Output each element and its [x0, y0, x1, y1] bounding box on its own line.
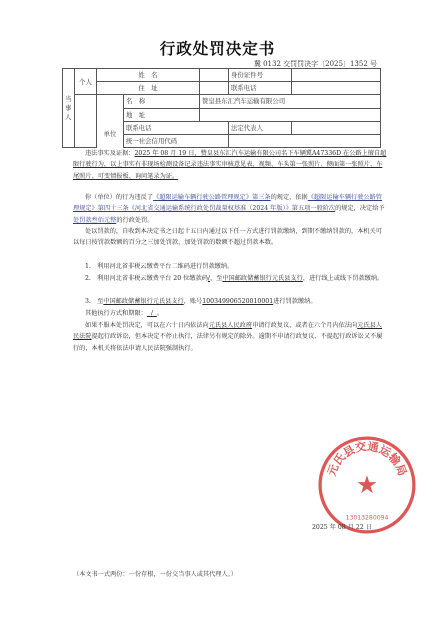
conduct-paragraph: 你（单位）的行为违反了《超限运输车辆行驶公路管理规定》第三条的规定，依据《超限运输车辆行驶公路管理规定》第四十三条《河北省交通运输系统行政处罚裁量权基准（2024 年版）》第五项一般阶次的规定，决定给予处罚款叁佰元整的行政处罚。: [73, 194, 385, 224]
official-seal: [316, 434, 418, 536]
document-title: 行政处罚决定书: [159, 39, 276, 58]
individual-name-label: 姓 名: [97, 69, 200, 82]
individual-label: 个人: [75, 69, 97, 95]
seal-text: 元氏县交通运输局: [325, 440, 409, 478]
penalty-value: 处罚款叁佰元整: [73, 216, 117, 224]
seal-code: 13013280094: [345, 514, 389, 522]
individual-id-label: 身份证件号: [229, 69, 292, 82]
party-section-label: 当事人: [63, 69, 75, 148]
individual-phone-label: 联系电话: [229, 82, 292, 95]
unit-legal-rep-label: 法定代表人: [229, 121, 292, 134]
seal-star: ★: [356, 470, 378, 500]
unit-credit-code-value: [229, 134, 381, 147]
individual-address-value: [200, 82, 229, 95]
unit-label: 单位: [97, 121, 124, 147]
individual-phone-value: [292, 82, 381, 95]
unit-address-label: 地 址: [124, 108, 200, 121]
violated-law: 《超限运输车辆行驶公路管理规定》第三条: [153, 194, 271, 201]
payment-method-3: 3. 至中国邮政储蓄银行元氏县支行，账号100349906520010001进行罚款缴纳。: [85, 298, 317, 305]
payment-paragraph: 处以罚款的，自收到本决定书之日起十五日内通过以下任一方式进行罚款缴纳，到期不缴纳罚款的，本机关可以每日按罚款数额的百分之三加处罚款，加处罚款的数额不超过罚款本数。: [73, 228, 382, 247]
review-paragraph: 如果不服本处罚决定，可以在六十日内依法向元氏县人民政府申请行政复议，或者在六个月内依法向元氏县人民法院提起行政诉讼，但本决定不停止执行，法律另有规定的除外。逾期不申请行政复议、不提起行政诉讼又不履行的，本机关将依法申请人民法院强制执行。: [73, 322, 383, 352]
fact-paragraph: 违法事实及证据：2025 年 08 月 19 日，赞皇县东汇汽车运输有限公司名下车辆冀A47336D 在公路上擅自超限行驶行为，以上事实有非现场检测设备记录违法事实审核意见表、视频、车头第一张照片、侧面第一张照片、车尾照片、可变情报板、询问笔录为证。: [73, 150, 387, 180]
review-court: 元氏县人民法院: [73, 322, 382, 341]
document-number: 冀 0132 交罚罚决字〔2025〕1352 号: [253, 60, 377, 68]
unit-phone-label: 联系电话: [124, 121, 229, 134]
signature-date: 2025 年 08 月 22 日: [312, 524, 372, 531]
footnote: （本文书一式两份：一份存根，一份交当事人或其代理人。）: [73, 571, 237, 578]
method-3-bank: 中国邮政储蓄银行元氏县支行: [103, 298, 184, 305]
method-2-bank: 中国邮政储蓄银行元氏县支行: [222, 275, 303, 282]
payment-method-2: 2. 利用河北省非税云缴费平台 20 位缴款码/，至中国邮政储蓄银行元氏县支行，进行线上或线下罚款缴纳。: [85, 275, 384, 282]
unit-legal-rep-value: [292, 121, 381, 134]
individual-address-label: 住 址: [97, 82, 200, 95]
unit-name-value: 赞皇县东汇汽车运输有限公司: [200, 95, 381, 108]
individual-name-value: [200, 69, 229, 82]
review-government: 元氏县人民政府: [208, 322, 253, 329]
payment-method-1: 1. 利用河北省非税云缴费平台二维码进行罚款缴纳。: [85, 263, 234, 270]
other-execution: 其他执行方式和期限： / 。: [85, 310, 164, 317]
unit-address-value: [200, 108, 381, 121]
party-info-table: [62, 68, 381, 148]
unit-credit-code-label: 统一社会信用代码: [124, 134, 229, 147]
unit-name-label: 名 称: [124, 95, 200, 108]
basis-law: 《超限运输车辆行驶公路管理规定》第四十三条《河北省交通运输系统行政处罚裁量权基准（2024 年版）》第五项一般阶次: [73, 194, 382, 213]
bank-account: 100349906520010001: [202, 298, 274, 305]
fact-date: 2025 年 08 月 19 日: [134, 150, 195, 157]
individual-id-value: [292, 69, 381, 82]
